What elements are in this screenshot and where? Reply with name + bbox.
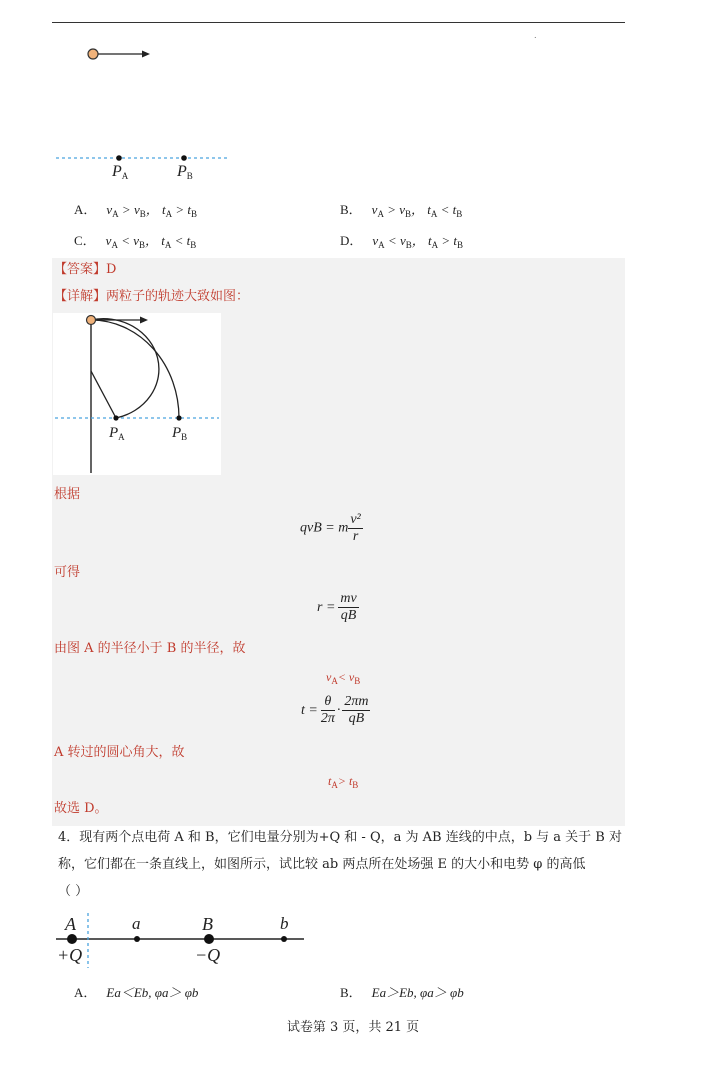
header-dot-mark: . [534, 31, 537, 40]
p3-choice-d-text: $v_A < v_B$， $t_A > t_B$ [372, 233, 464, 250]
label-charge-a: A [65, 914, 76, 934]
boundary-figure [52, 150, 232, 190]
particle-dot-2 [87, 316, 96, 325]
velocity-arrowhead [142, 51, 150, 58]
charges-figure [52, 910, 312, 970]
particle-dot [88, 49, 98, 59]
p4-stem-line2: 称，它们都在一条直线上，如图所示，试比较 ab 两点所在处场强 E 的大小和电势 φ 的高低 [58, 857, 586, 872]
equation-time: t = $\frac{\theta}{2\pi}$ · $\frac{2\pi m}{qB}$ [301, 694, 369, 726]
conclusion-text: 故选 D。 [54, 801, 108, 816]
equation-lorentz: qvB = m $\frac{\text{v²}}{r}$ [300, 512, 361, 544]
p3-choice-a-text: $v_A > v_B$， $t_A > t_B$ [106, 202, 198, 219]
trajectory-figure [53, 313, 221, 475]
label-pb-2: $P_B$ [172, 425, 188, 442]
p4-choice-a[interactable]: A． Ea＜Eb, φa＞ φb [74, 985, 199, 1000]
particle-arrow-figure [80, 40, 170, 70]
label-minus-q: −Q [195, 945, 221, 965]
step4-text: A 转过的圆心角大，故 [54, 745, 185, 760]
p4-stem-line1: 4．现有两个点电荷 A 和 B，它们电量分别为+Q 和 - Q，a 为 AB 连线的中点，b 与 a 关于 B 对 [58, 830, 622, 845]
point-a-dot [134, 936, 140, 942]
step2-text: 可得 [54, 565, 81, 580]
header-rule [52, 22, 625, 23]
equation-v-compare: $v_A< v_B$ [326, 670, 361, 686]
label-pa: $P_A$ [112, 163, 129, 181]
p3-choice-c[interactable]: C． $v_A < v_B$， $t_A < t_B$ [74, 233, 197, 250]
point-pb-dot-2 [176, 415, 181, 420]
step3-text: 由图 A 的半径小于 B 的半径，故 [54, 641, 246, 656]
p3-choice-a[interactable]: A． $v_A > v_B$， $t_A > t_B$ [74, 202, 198, 219]
label-point-a: a [132, 914, 141, 933]
p3-choice-d[interactable]: D． $v_A < v_B$， $t_A > t_B$ [340, 233, 464, 250]
detail-tag: 【详解】 [54, 289, 107, 304]
charge-b-dot [204, 934, 214, 944]
label-plus-q: +Q [57, 945, 83, 965]
p3-choice-c-text: $v_A < v_B$， $t_A < t_B$ [105, 233, 197, 250]
label-pb: $P_B$ [177, 163, 193, 181]
charge-a-dot [67, 934, 77, 944]
p3-choice-b[interactable]: B． $v_A > v_B$， $t_A < t_B$ [340, 202, 463, 219]
point-pb-dot [181, 155, 187, 161]
p4-choice-b[interactable]: B． Ea＞Eb, φa＞ φb [340, 985, 464, 1000]
point-pa-dot-2 [113, 415, 118, 420]
equation-t-compare: $t_A> t_B$ [328, 774, 359, 790]
step1-text: 根据 [54, 487, 81, 502]
detail-line [54, 289, 249, 305]
answer-line [54, 262, 116, 278]
point-b-dot [281, 936, 287, 942]
point-pa-dot [116, 155, 122, 161]
answer-tag: 【答案】 [54, 262, 107, 277]
page-footer: 试卷第 3 页，共 21 页 [286, 1020, 420, 1035]
label-pa-2: $P_A$ [109, 425, 125, 442]
label-charge-b: B [202, 914, 213, 934]
label-point-b: b [280, 914, 289, 933]
equation-radius: r = $\frac{mv}{qB}$ [317, 591, 357, 623]
p4-paren: （ ） [58, 884, 89, 899]
p3-choice-b-text: $v_A > v_B$， $t_A < t_B$ [371, 202, 463, 219]
answer-value: D [106, 262, 117, 277]
detail-text: 两粒子的轨迹大致如图： [106, 289, 250, 304]
